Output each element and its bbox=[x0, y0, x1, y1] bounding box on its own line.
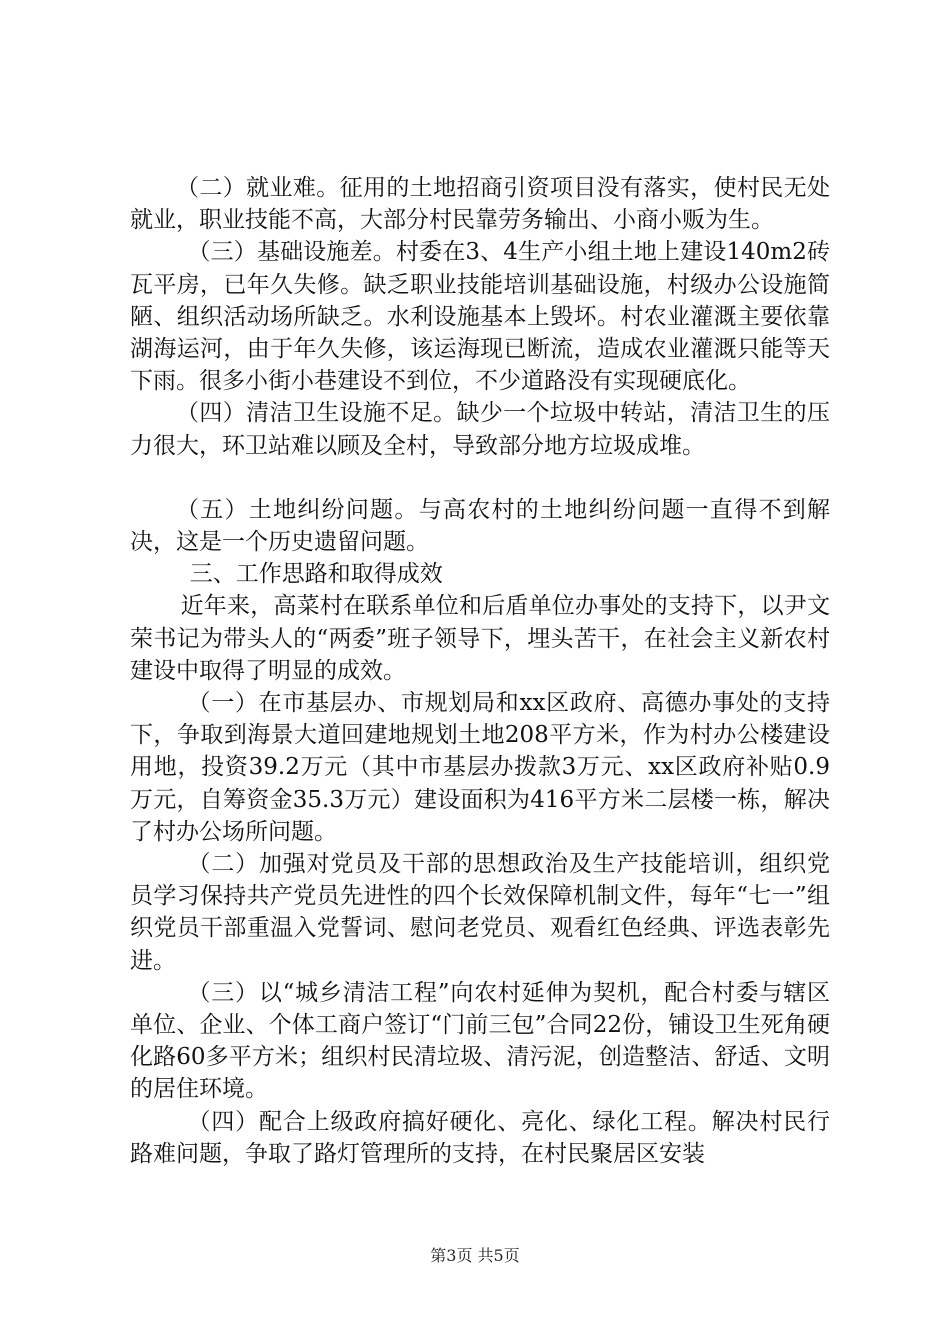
paragraph-clean-project: （三）以“城乡清洁工程”向农村延伸为契机，配合村委与辖区单位、企业、个体工商户签订“门前三包”合同22份，铺设卫生死角硬化路60多平方米；组织村民清垃圾、清污泥，创造整洁、舒适、文明的居住环境。 bbox=[130, 979, 830, 1103]
paragraph-sanitation: （四）清洁卫生设施不足。缺少一个垃圾中转站，清洁卫生的压力很大，环卫站难以顾及全村，导致部分地方垃圾成堆。 bbox=[130, 400, 830, 459]
paragraph-hardening: （四）配合上级政府搞好硬化、亮化、绿化工程。解决村民行路难问题，争取了路灯管理所的支持，在村民聚居区安装 bbox=[130, 1108, 830, 1167]
paragraph-intro: 近年来，高菜村在联系单位和后盾单位办事处的支持下，以尹文荣书记为带头人的“两委”班子领导下，埋头苦干，在社会主义新农村建设中取得了明显的成效。 bbox=[130, 593, 830, 684]
document-body bbox=[130, 172, 830, 1170]
paragraph-infrastructure: （三）基础设施差。村委在3、4生产小组土地上建设140m2砖瓦平房，已年久失修。缺乏职业技能培训基础设施，村级办公设施简陋、组织活动场所缺乏。水利设施基本上毁坏。村农业灌溉主要依靠湖海运河，由于年久失修，该运海现已断流，造成农业灌溉只能等天下雨。很多小街小巷建设不到位，不少道路没有实现硬底化。 bbox=[130, 239, 830, 395]
paragraph-gap bbox=[130, 462, 830, 494]
section-heading: 三、工作思路和取得成效 bbox=[189, 561, 443, 588]
paragraph-land-dispute: （五）土地纠纷问题。与高农村的土地纠纷问题一直得不到解决，这是一个历史遗留问题。 bbox=[130, 496, 830, 556]
paragraph-party-training: （二）加强对党员及干部的思想政治及生产技能培训，组织党员学习保持共产党员先进性的四个长效保障机制文件，每年“七一”组织党员干部重温入党誓词、慰问老党员、观看红色经典、评选表彰先进。 bbox=[130, 851, 830, 974]
paragraph-employment: （二）就业难。征用的土地招商引资项目没有落实，使村民无处就业，职业技能不高，大部分村民靠劳务输出、小商小贩为生。 bbox=[130, 175, 830, 234]
page-number: 第3页 共5页 bbox=[430, 1246, 520, 1265]
paragraph-office-building: （一）在市基层办、市规划局和xx区政府、高德办事处的支持下，争取到海景大道回建地规划土地208平方米，作为村办公楼建设用地，投资39.2万元（其中市基层办拨款3万元、xx区政府补贴0.9万元，自筹资金35.3万元）建设面积为416平方米二层楼一栋，解决了村办公场所问题。 bbox=[130, 690, 830, 845]
